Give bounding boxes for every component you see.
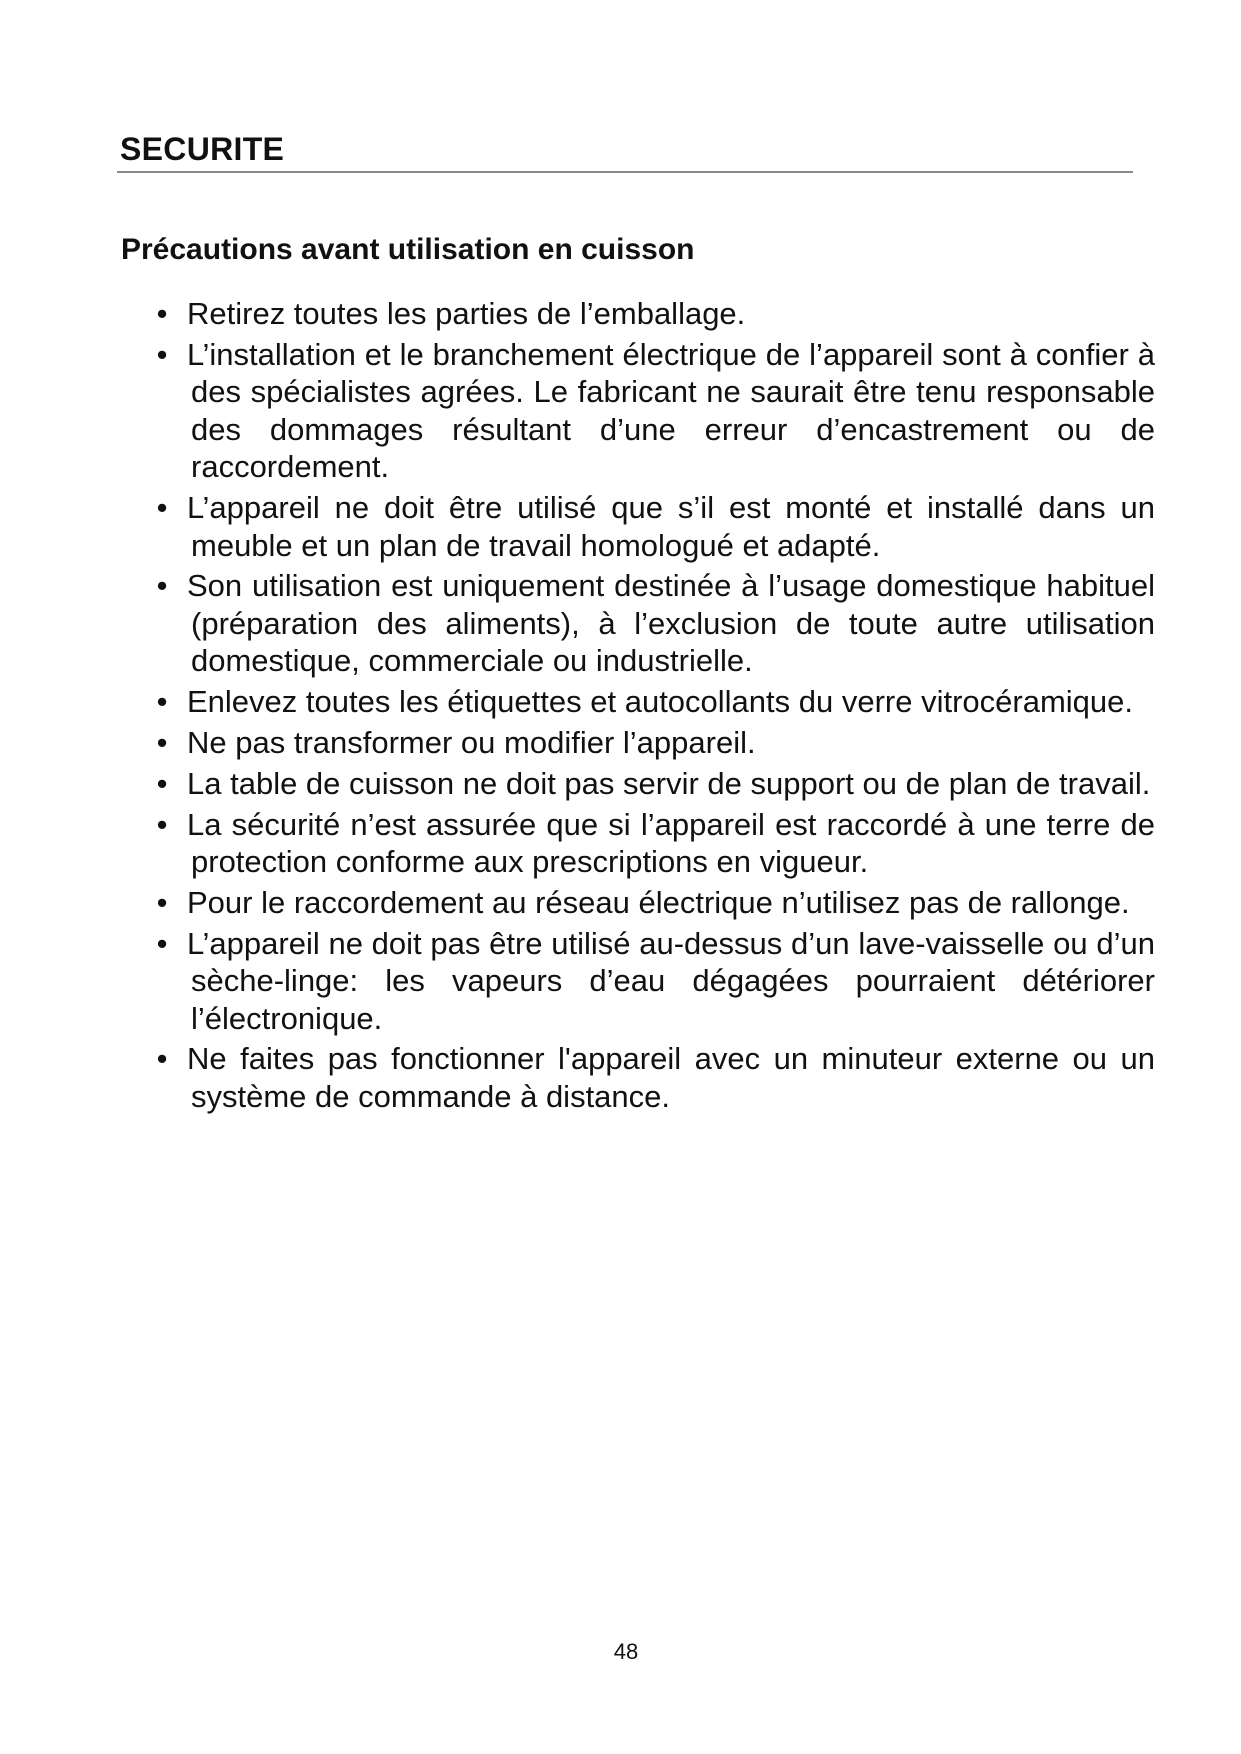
list-item	[152, 884, 1155, 922]
list-item-text: Retirez toutes les parties de l’emballage.	[187, 296, 746, 331]
list-item-text: Son utilisation est uniquement destinée à l’usage domestique habituel (préparation des aliments), à l’exclusion de toute autre utilisation domestique, commerciale ou industrielle.	[187, 568, 1155, 679]
title-underline	[117, 171, 1133, 173]
section-title: SECURITE	[120, 131, 285, 167]
list-item	[152, 567, 1155, 680]
bullet-icon: •	[156, 490, 168, 526]
list-item	[152, 925, 1155, 1038]
bullet-icon: •	[156, 884, 168, 920]
list-item	[152, 683, 1155, 721]
bullet-icon: •	[156, 1041, 168, 1077]
list-item-text: Ne faites pas fonctionner l'appareil avec un minuteur externe ou un système de commande à distance.	[187, 1041, 1155, 1114]
list-item	[152, 489, 1155, 564]
bullet-icon: •	[156, 925, 168, 961]
list-item-text: La table de cuisson ne doit pas servir de support ou de plan de travail.	[187, 765, 1151, 801]
bullet-icon: •	[156, 684, 168, 720]
bullet-icon: •	[156, 296, 168, 331]
list-item	[152, 806, 1155, 881]
bullet-icon: •	[156, 568, 168, 604]
list-item-text: La sécurité n’est assurée que si l’appareil est raccordé à une terre de protection conforme aux prescriptions en vigueur.	[187, 806, 1155, 880]
subheading: Précautions avant utilisation en cuisson	[121, 233, 695, 266]
bullet-icon: •	[156, 806, 168, 842]
list-item	[152, 295, 1155, 333]
bullet-icon: •	[156, 765, 168, 801]
list-item-text: Enlevez toutes les étiquettes et autocollants du verre vitrocéramique.	[187, 684, 1134, 720]
list-item-text: L’appareil ne doit pas être utilisé au-dessus d’un lave-vaisselle ou d’un sèche-linge: les vapeurs d’eau dégagées pourraient détériorer l’électronique.	[187, 925, 1155, 1036]
list-item-text: Pour le raccordement au réseau électrique n’utilisez pas de rallonge.	[187, 884, 1130, 920]
list-item-text: L’appareil ne doit être utilisé que s’il est monté et installé dans un meuble et un plan de travail homologué et adapté.	[187, 490, 1155, 563]
list-item	[152, 765, 1155, 803]
precautions-list	[152, 295, 1155, 1119]
list-item-text: Ne pas transformer ou modifier l’appareil.	[187, 724, 756, 760]
bullet-icon: •	[156, 724, 168, 760]
list-item	[152, 724, 1155, 762]
page-number: 48	[613, 1639, 639, 1664]
list-item-text: L’installation et le branchement électrique de l’appareil sont à confier à des spécialistes agrées. Le fabricant ne saurait être tenu responsable des dommages résultant d’une erreur d’encastrement ou de raccordement.	[187, 336, 1155, 485]
list-item	[152, 336, 1155, 486]
bullet-icon: •	[156, 336, 168, 372]
list-item	[152, 1040, 1155, 1115]
